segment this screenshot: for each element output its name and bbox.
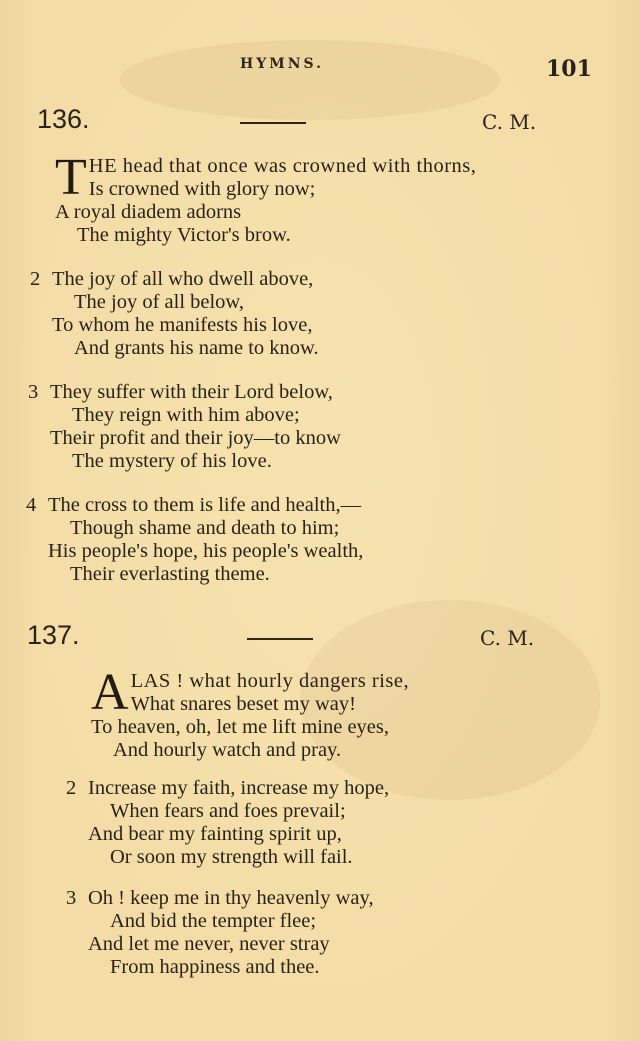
- verse-line: To whom he manifests his love,: [52, 314, 313, 336]
- verse-line: What snares beset my way!: [130, 693, 356, 715]
- verse-line: LAS ! what hourly dangers rise,: [130, 670, 410, 692]
- verse-line: Increase my faith, increase my hope,: [88, 777, 390, 799]
- verse-136-3: [28, 381, 341, 473]
- verse-line: Though shame and death to him;: [70, 517, 340, 539]
- verse-136-2: [30, 268, 319, 360]
- hymn-rule: [240, 122, 306, 124]
- verse-number: 3: [28, 381, 39, 403]
- verse-line: From happiness and thee.: [110, 956, 320, 978]
- verse-line: Oh ! keep me in thy heavenly way,: [88, 887, 374, 909]
- verse-line: Or soon my strength will fail.: [110, 846, 353, 868]
- verse-number: 3: [66, 887, 77, 909]
- hymn-meter: C. M.: [480, 626, 535, 650]
- drop-cap: A: [91, 664, 129, 721]
- verse-number: 4: [26, 494, 37, 516]
- verse-line: And hourly watch and pray.: [113, 739, 342, 761]
- drop-cap: T: [55, 149, 87, 206]
- verse-line: Their everlasting theme.: [70, 563, 270, 585]
- hymn-number: 136.: [37, 104, 90, 134]
- verse-137-1: [91, 664, 410, 762]
- verse-line: When fears and foes prevail;: [110, 800, 346, 822]
- verse-line: The joy of all below,: [74, 291, 245, 313]
- verse-line: HE head that once was crowned with thorns,: [88, 155, 477, 177]
- page-number: 101: [546, 56, 592, 82]
- hymn-header-137: [0, 620, 640, 656]
- verse-line: The mighty Victor's brow.: [77, 224, 291, 246]
- hymn-header-136: [0, 104, 640, 140]
- verse-136-1: [55, 149, 477, 247]
- running-head: HYMNS.: [240, 56, 325, 72]
- verse-line: A royal diadem adorns: [55, 201, 242, 223]
- verse-line: And bid the tempter flee;: [110, 910, 317, 932]
- verse-line: And bear my fainting spirit up,: [88, 823, 342, 845]
- verse-line: And grants his name to know.: [74, 337, 319, 359]
- verse-line: They suffer with their Lord below,: [50, 381, 333, 403]
- hymn-meter: C. M.: [482, 110, 537, 134]
- hymn-rule: [247, 638, 313, 640]
- verse-number: 2: [30, 268, 41, 290]
- verse-line: The mystery of his love.: [72, 450, 272, 472]
- verse-line: To heaven, oh, let me lift mine eyes,: [91, 716, 390, 738]
- verse-136-4: [26, 494, 364, 586]
- verse-number: 2: [66, 777, 77, 799]
- verse-line: Is crowned with glory now;: [88, 178, 316, 200]
- verse-line: And let me never, never stray: [88, 933, 330, 955]
- verse-137-3: [66, 887, 374, 979]
- verse-line: Their profit and their joy—to know: [50, 427, 341, 449]
- verse-line: They reign with him above;: [72, 404, 300, 426]
- verse-137-2: [66, 777, 390, 869]
- verse-line: His people's hope, his people's wealth,: [48, 540, 364, 562]
- verse-line: The cross to them is life and health,—: [48, 494, 362, 516]
- hymn-number: 137.: [27, 620, 80, 650]
- verse-line: The joy of all who dwell above,: [52, 268, 314, 290]
